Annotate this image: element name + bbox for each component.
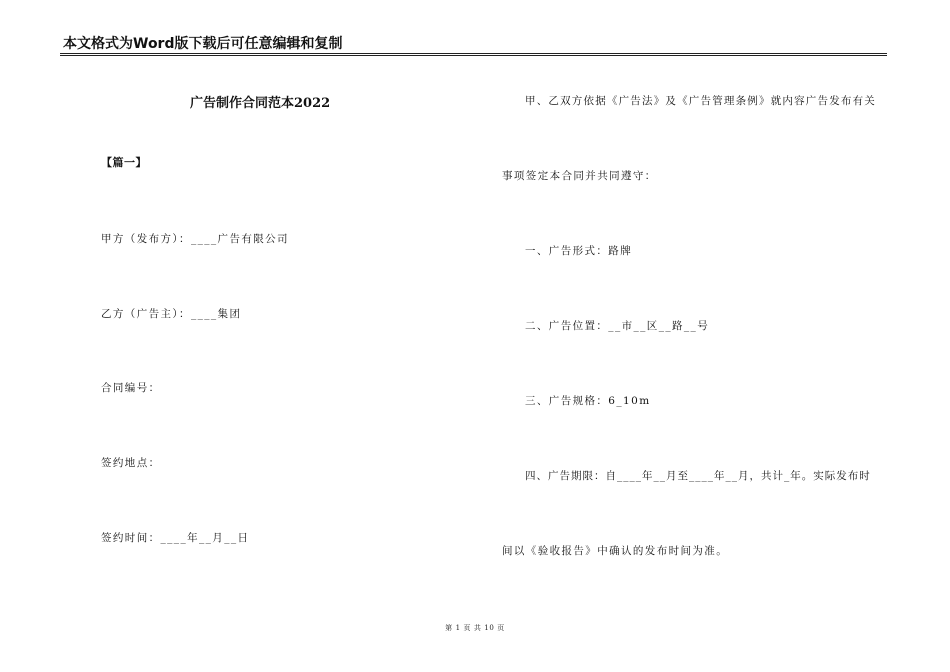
party-b-line: 乙方（广告主）：____集团 bbox=[101, 308, 242, 320]
party-a-line: 甲方（发布方）：____广告有限公司 bbox=[101, 233, 289, 245]
header-divider bbox=[60, 53, 887, 54]
header-divider-secondary bbox=[60, 55, 887, 56]
sign-place-line: 签约地点： bbox=[101, 457, 161, 469]
intro-line-1: 甲、乙双方依据《广告法》及《广告管理条例》就内容广告发布有关 bbox=[525, 95, 876, 107]
page-number: 第 1 页 共 10 页 bbox=[445, 624, 505, 632]
document-header: 本文格式为Word版下载后可任意编辑和复制 bbox=[63, 36, 343, 52]
intro-line-2: 事项签定本合同并共同遵守： bbox=[502, 170, 657, 182]
contract-number-line: 合同编号： bbox=[101, 382, 161, 394]
item-ad-form: 一、广告形式：路牌 bbox=[525, 245, 633, 257]
item-ad-size: 三、广告规格：6_10m bbox=[525, 395, 651, 407]
item-ad-period-continued: 间以《验收报告》中确认的发布时间为准。 bbox=[502, 545, 729, 557]
sign-time-line: 签约时间：____年__月__日 bbox=[101, 532, 250, 544]
document-title: 广告制作合同范本2022 bbox=[190, 96, 331, 111]
item-ad-period: 四、广告期限：自____年__月至____年__月，共计_年。实际发布时 bbox=[525, 470, 871, 482]
item-ad-location: 二、广告位置：__市__区__路__号 bbox=[525, 320, 710, 332]
section-tag: 【篇一】 bbox=[101, 156, 147, 169]
